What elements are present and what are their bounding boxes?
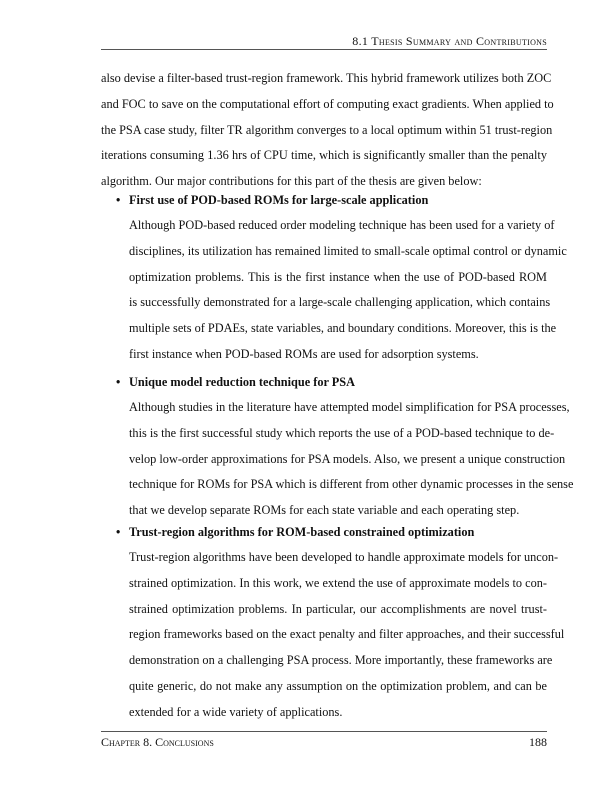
bullet-icon: • bbox=[116, 525, 121, 539]
contribution-text-line: Although POD-based reduced order modeling technique has been used for a variety of bbox=[129, 218, 555, 232]
bullet-icon: • bbox=[116, 375, 121, 389]
bullet-icon: • bbox=[116, 193, 121, 207]
contribution-text-line: region frameworks based on the exact penalty and filter approaches, and their successful bbox=[129, 627, 565, 642]
contribution-text-line: strained optimization. In this work, we extend the use of approximate models to con- bbox=[129, 575, 547, 590]
contribution-heading bbox=[116, 374, 355, 390]
contribution-text-line: Trust-region algorithms have been developed to handle approximate models for uncon- bbox=[129, 550, 559, 564]
contribution-heading bbox=[116, 524, 474, 540]
intro-text-line: the PSA case study, filter TR algorithm converges to a local optimum within 51 trust-region bbox=[101, 122, 553, 137]
contribution-title: Trust-region algorithms for ROM-based constrained optimization bbox=[129, 525, 475, 539]
running-header: 8.1 Thesis Summary and Contributions bbox=[352, 34, 547, 48]
page-number: 188 bbox=[529, 735, 547, 749]
contribution-text-line: Although studies in the literature have attempted model simplification for PSA processes, bbox=[129, 400, 570, 414]
chapter-label: Chapter 8. Conclusions bbox=[101, 735, 214, 749]
contribution-text-line: multiple sets of PDAEs, state variables, and boundary conditions. Moreover, this is the bbox=[129, 321, 557, 336]
contribution-text-line: extended for a wide variety of applications. bbox=[129, 704, 343, 719]
footer-rule bbox=[101, 731, 547, 732]
contribution-text-line: velop low-order approximations for PSA models. Also, we present a unique construction bbox=[129, 451, 566, 466]
intro-text-line: and FOC to save on the computational effort of computing exact gradients. When applied to bbox=[101, 96, 554, 111]
contribution-title: Unique model reduction technique for PSA bbox=[129, 375, 356, 389]
contribution-text-line: technique for ROMs for PSA which is different from other dynamic processes in the sense bbox=[129, 477, 574, 492]
header-rule bbox=[101, 49, 547, 50]
contribution-text-line: quite generic, do not make any assumption on the optimization problem, and can be bbox=[129, 679, 547, 693]
intro-text-line: also devise a filter-based trust-region framework. This hybrid framework utilizes both ZOC bbox=[101, 71, 552, 85]
contribution-text-line: that we develop separate ROMs for each state variable and each operating step. bbox=[129, 503, 520, 518]
contribution-text-line: strained optimization problems. In particular, our accomplishments are novel trust- bbox=[129, 601, 547, 616]
contribution-text-line: disciplines, its utilization has remained limited to small-scale optimal control or dynamic bbox=[129, 243, 567, 258]
contribution-text-line: is successfully demonstrated for a large-scale challenging application, which contains bbox=[129, 295, 551, 310]
contribution-title: First use of POD-based ROMs for large-scale application bbox=[129, 193, 429, 207]
intro-text-line: iterations consuming 1.36 hrs of CPU time, which is significantly smaller than the penalty bbox=[101, 148, 547, 163]
contribution-text-line: first instance when POD-based ROMs are used for adsorption systems. bbox=[129, 347, 479, 361]
page-footer bbox=[101, 735, 547, 750]
contribution-heading bbox=[116, 192, 428, 208]
contribution-text-line: demonstration on a challenging PSA process. More importantly, these frameworks are bbox=[129, 653, 553, 668]
contribution-text-line: optimization problems. This is the first instance when the use of POD-based ROM bbox=[129, 269, 547, 284]
intro-text-line: algorithm. Our major contributions for this part of the thesis are given below: bbox=[101, 174, 482, 189]
contribution-text-line: this is the first successful study which reports the use of a POD-based technique to de- bbox=[129, 425, 555, 440]
